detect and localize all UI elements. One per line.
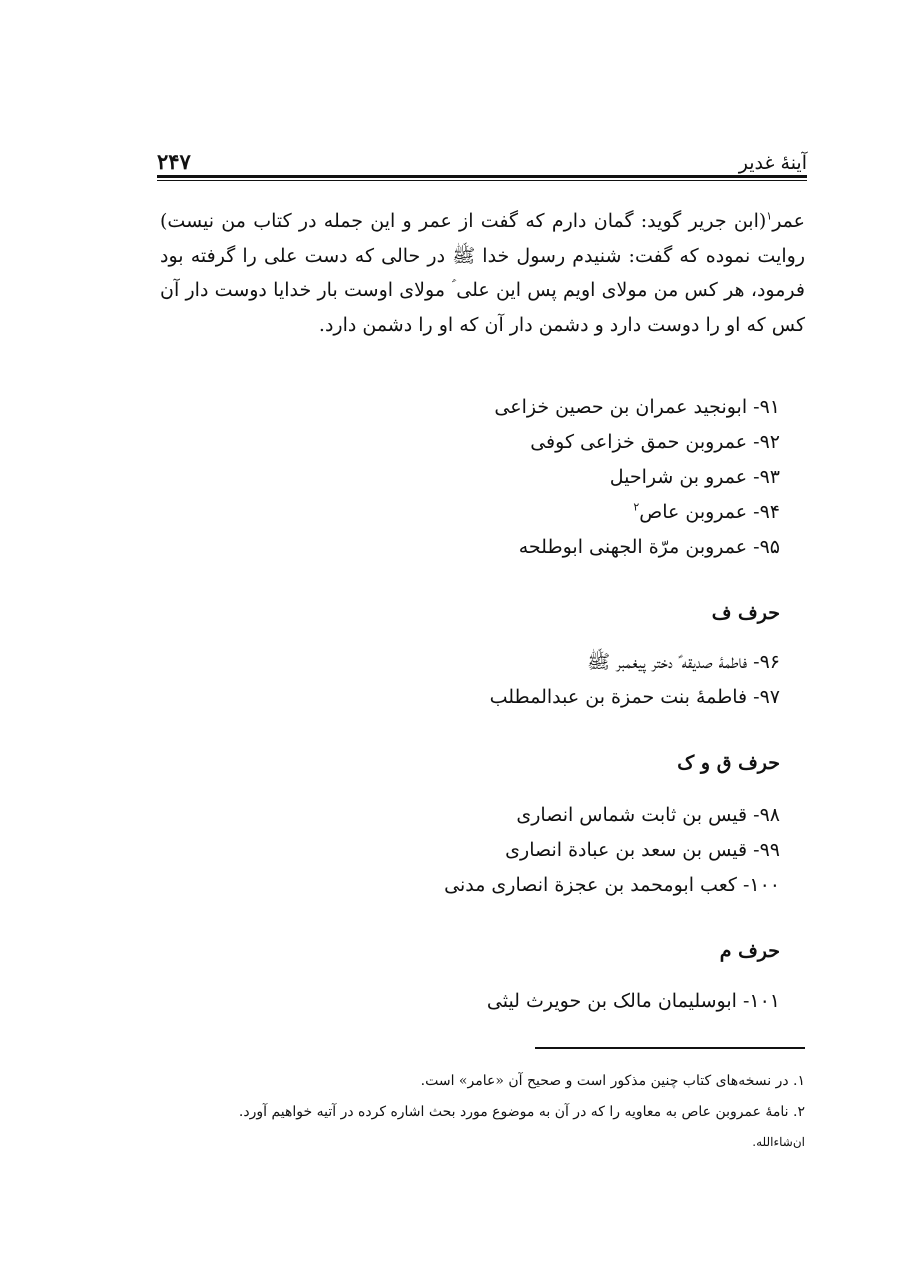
header-rule-thin: [157, 180, 807, 181]
page-number: ۲۴۷: [157, 149, 191, 174]
section-q-list: [444, 798, 780, 903]
paragraph-lead: عمر: [772, 210, 805, 232]
list-item: ۹۷- فاطمهٔ بنت حمزة بن عبدالمطلب: [489, 686, 780, 708]
list-item-text: ۹۴- عمروبن عاص: [639, 501, 780, 523]
list-item: [494, 495, 780, 530]
footnote-ref-2[interactable]: ۲: [633, 500, 640, 514]
section-heading-m: حرف م: [719, 940, 780, 962]
footnote-2-continuation: ان‌شاءالله.: [752, 1135, 805, 1149]
section-m-list: [487, 984, 780, 1019]
header-rule-thick: [157, 175, 807, 178]
body-paragraph: [160, 204, 805, 342]
footnote-2: ۲. نامهٔ عمروبن عاص به معاویه را که در آن به موضوع مورد بحث اشاره کرده در آتیه خواهیم آورد.: [238, 1104, 805, 1120]
list-item: ۹۸- قیس بن ثابت شماس انصاری: [516, 804, 780, 826]
running-header: [157, 140, 807, 174]
footnote-ref-1[interactable]: ۱: [766, 209, 773, 223]
list-item: ۹۶- فاطمهٔ صدیقه ؑ دختر پیغمبر ﷺ: [587, 651, 780, 673]
list-item: ۹۲- عمروبن حمق خزاعی کوفی: [530, 431, 780, 453]
book-title: آینهٔ غدیر: [738, 152, 807, 174]
footnote-separator: [535, 1047, 805, 1049]
paragraph-text: (ابن جریر گوید: گمان دارم که گفت از عمر و این جمله در کتاب من نیست) روایت نموده که گفت: شنیدم رسول خدا ﷺ در حالی که دست علی را گرفته بود فرمود، هر کس من مولای اویم پس این علی ؑ مولای اوست بار خدایا دوست دار آن کس که او را دوست دارد و دشمن دار آن که او را دشمن دارد.: [160, 210, 805, 336]
section-heading-q: حرف ق و ک: [677, 752, 780, 774]
list-item: ۹۵- عمروبن مرّة الجهنی ابوطلحه: [518, 536, 780, 558]
list-item: ۹۱- ابونجید عمران بن حصین خزاعی: [494, 396, 780, 418]
list-item: ۱۰۱- ابوسلیمان مالک بن حویرث لیثی: [486, 990, 780, 1012]
section-f-list: [490, 645, 780, 715]
list-item: ۹۳- عمرو بن شراحیل: [609, 466, 780, 488]
list-item: ۹۹- قیس بن سعد بن عبادة انصاری: [505, 839, 780, 861]
section-heading-f: حرف ف: [711, 602, 780, 624]
narrator-list: [494, 390, 780, 565]
list-item: ۱۰۰- کعب ابومحمد بن عجزة انصاری مدنی: [444, 874, 780, 896]
footnote-1: ۱. در نسخه‌های کتاب چنین مذکور است و صحیح آن «عامر» است.: [420, 1073, 805, 1089]
